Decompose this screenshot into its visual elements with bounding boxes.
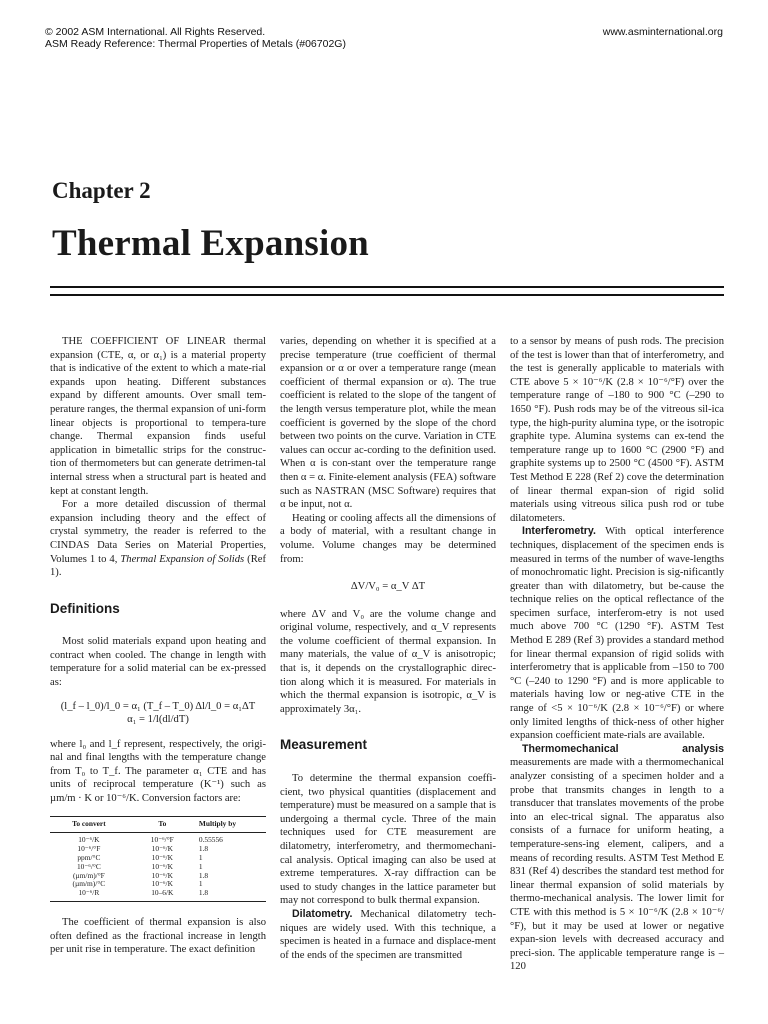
true-mean-coefficient-paragraph: varies, depending on whether it is specified at a precise temperature (true coefficient of thermal expansion or α or over a temperature range (mean coefficient of thermal expansion or α). The true coefficient is related to the slope of the tangent of the length versus temperature plot, while the mean coefficient is governed by the slope of the chord between two points on the curve. Variation in CTE values can occur ac-cording to the definition used. When α is con-stant over the temperature range then α = α. Finite-element analysis (FEA) software such as NASTRAN (MSC Software) requires that α be input, not α. [280, 336, 496, 511]
title-rule-bottom [50, 294, 724, 296]
table-header-cell: Multiply by [197, 816, 266, 833]
table-cell: 1 [198, 861, 203, 871]
chapter-title: Thermal Expansion [52, 223, 369, 264]
series-line: ASM Ready Reference: Thermal Properties of Metals (#06702G) [45, 38, 346, 50]
volume-paragraph: Heating or cooling affects all the dimensions of a body of material, with a resultant change in volume. Volume changes may be determined from: [280, 512, 496, 565]
cindas-paragraph [50, 498, 266, 580]
tma-text: measurements are made with a thermomechanical analyzer consisting of a specimen holder and a probe that transmits changes in length to a transducer that translates movements of the probe into an elec-trical signal. The apparatus also consists of a furnace for uniform heating, a temperature-sens-ing element, calipers, and a means of recording results. ASTM Test Method E 831 (Ref 4) describes the standard test method for linear thermal expansion of solid materials by thermo-mechanical analysis. The lower limit for CTE with this method is 5 × 10⁻⁶/K (2.8 × 10⁻⁶/°F), but it may be used at lower or negative expan-sion levels with decreased accuracy and preci-sion. The applicable temperature range is –120 [510, 757, 724, 973]
dilatometry-text: Mechanical dilatometry tech-niques are widely used. With this technique, a specimen is heated in a furnace and displace-ment of the ends of the specimen are transmitted [280, 908, 496, 961]
interferometry-text: With optical interference techniques, displacement of the specimen ends is measured in terms of the number of wave-lengths of monochromatic light. Precision is sig-nificantly greater than with dilatometry, but be-cause the technique relies on the optical reflectance of the specimen surface, interferom-etry is not used much above 700 °C (1290 °F). ASTM Test Method E 289 (Ref 3) provides a standard method for linear thermal expansion of rigid solids with interferometry that is applicable from –150 to 700 °C (–240 to 1290 °F) and is more applicable to materials having low or neg-ative CTE in the range of <5 × 10⁻⁶/K (2.8 × 10⁻⁶/°F) or where only limited lengths of thick-ness of other higher expansion coefficient mate-rials are available. [510, 526, 724, 742]
dilatometry-paragraph [280, 908, 496, 962]
title-rule-top [50, 286, 724, 288]
table-cell: 10⁻⁶/°C [76, 861, 101, 871]
table-cell: 10–6/K [128, 889, 197, 901]
table-cell: 1.8 [198, 870, 209, 880]
tma-paragraph [510, 743, 724, 974]
table-cell: 1 [198, 853, 203, 863]
table-cell: 10⁻⁶/K [151, 870, 173, 880]
equation-line-1: (l_f – l_0)/l_0 = α₁ (T_f – T_0) Δl/l_0 = α₁ΔT [60, 700, 256, 712]
publisher-url[interactable]: www.asminternational.org [602, 26, 723, 38]
table-cell: 1.8 [197, 889, 266, 901]
interferometry-heading: Interferometry. [522, 525, 596, 538]
definitions-paragraph-2: where l₀ and l_f represent, respectively, the origi-nal and final lengths with the temperature change from T₀ to T_f. The parameter α₁ CTE and has units of reciprocal temperature (K⁻¹) such as µm/m · K or 10⁻⁶/K. Conversion factors are: [50, 738, 266, 805]
definitions-paragraph: Most solid materials expand upon heating and contract when cooled. The change in length with temperature for a solid material can be ex-pressed as: [50, 636, 266, 689]
page-header-left [45, 26, 346, 50]
table-cell: (µm/m)/°F [72, 870, 105, 880]
table-cell: 10⁻⁶/°F [77, 844, 101, 854]
text-column-3 [510, 335, 724, 974]
linear-expansion-equation [50, 700, 266, 726]
table-row [50, 889, 266, 901]
table-cell: 10⁻⁶/K [151, 879, 173, 889]
measurement-paragraph: To determine the thermal expansion coeffi-cient, two physical quantities (displacement and temperature) must be measured on a sample that is undergoing a thermal cycle. Three of the main techniques used for CTE measurement are dilatometry, interferometry, and thermomechani-cal analysis. Optical imaging can also be used at extreme temperatures. X-ray diffraction can be used to study changes in the lattice parameter but may not correspond to bulk thermal expansion. [280, 773, 496, 907]
definition-continued-paragraph: The coefficient of thermal expansion is also often defined as the fractional increase in length per unit rise in temperature. The exact definition [50, 917, 266, 956]
cindas-text: For a more detailed discussion of thermal expansion including theory and the effect of crystal symmetry, the reader is referred to the CINDAS Data Series on Material Properties, Volumes 1 to 4, [50, 499, 266, 565]
chapter-label: Chapter 2 [52, 178, 151, 203]
cindas-ref: (Ref 1). [50, 553, 266, 579]
table-header-cell: To [128, 816, 197, 833]
text-column-1 [50, 335, 266, 957]
table-cell: 1 [198, 879, 203, 889]
table-header-cell: To convert [50, 816, 128, 833]
table-cell: 10⁻⁶/K [151, 861, 173, 871]
volume-coefficient-paragraph: where ΔV and V₀ are the volume change and original volume, respectively, and α_V represents the volume coefficient of thermal expansion. In many materials, the value of α_V is anisotropic; that is, it depends on the crystallographic direc-tion along which it is measured. For materials in which the thermal expansion is isotropic, α_V is approximately 3α₁. [280, 608, 496, 715]
interferometry-paragraph [510, 525, 724, 743]
table-cell: 10⁻⁶/K [78, 835, 100, 845]
equation-line-2: α₁ = 1/l(dl/dT) [127, 713, 189, 725]
table-cell: ppm/°C [77, 853, 101, 863]
table-cell: 1.8 [198, 844, 209, 854]
conversion-table [50, 816, 266, 902]
text-column-2 [280, 335, 496, 962]
table-cell: (µm/m)/°C [72, 879, 106, 889]
dilatometry-continued-paragraph: to a sensor by means of push rods. The precision of the test is lower than that of interferometry, and the test is generally applicable to materials with CTE above 5 × 10⁻⁶/K (2.8 × 10⁻⁶/°F) over the temperature range of –180 to 900 °C (–290 to 1650 °F). Push rods may be of the vitreous sil-ica type, the high-purity alumina type, or the isotropic graphite type. Alumina systems can ex-tend the temperature range up to 1600 °C (2900 °F) and graphite systems up to 2500 °C (4500 °F). ASTM Test Method E 228 (Ref 2) cove the determination of linear thermal expan-sion of rigid solid materials using vitreous silica push rod or tube dilatometers. [510, 336, 724, 524]
dilatometry-heading: Dilatometry. [292, 907, 353, 920]
intro-paragraph: THE COEFFICIENT OF LINEAR thermal expansion (CTE, α, or α₁) is a material property that is indicative of the extent to which a mate-rial expands upon heating. Different substances expand by different amounts. Over small tem-perature ranges, the thermal expansion of uni-form linear objects is proportional to tempera-ture change. Thermal expansion finds useful application in bimetallic strips for the construc-tion of thermometers but can generate detrimen-tal internal stress when a structural part is heated and kept at constant length. [50, 336, 266, 497]
table-cell: 10⁻⁶/K [151, 853, 173, 863]
cindas-book-title: Thermal Expansion of Solids [120, 553, 245, 565]
table-cell: 10⁻⁶/K [151, 844, 173, 854]
tma-heading: Thermomechanical analysis [522, 742, 724, 755]
table-cell: 10⁻⁶/R [50, 889, 128, 901]
definitions-heading: Definitions [50, 600, 120, 616]
table-cell: 10⁻⁶/°F [150, 835, 174, 845]
volume-expansion-equation: ΔV/V₀ = α_V ΔT [350, 581, 426, 593]
table-cell: 0.55556 [198, 835, 223, 845]
copyright-line: © 2002 ASM International. All Rights Reserved. [45, 26, 266, 38]
measurement-heading: Measurement [280, 737, 368, 753]
